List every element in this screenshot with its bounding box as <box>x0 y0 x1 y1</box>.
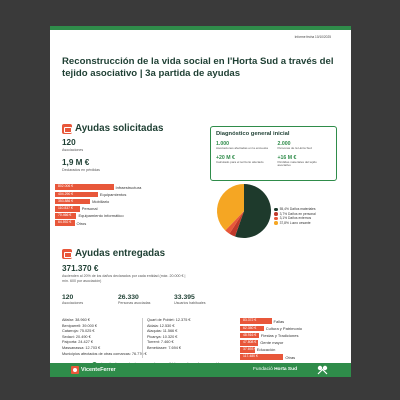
pie-legend-item <box>274 221 316 226</box>
entregadas-label: Cultura y Patrimonio <box>265 325 303 331</box>
solicitadas-row <box>55 198 185 204</box>
entregadas-bar: 37.693 € <box>240 347 255 353</box>
municipio-item: Catarroja: 75.025 € <box>62 329 95 334</box>
diagnostico-grid <box>216 141 331 168</box>
diagnostico-box <box>210 126 337 181</box>
legend-swatch <box>274 208 278 212</box>
solicitadas-bar: 802.006 € <box>55 184 114 190</box>
municipio-item: Benetússer: 7.694 € <box>147 345 181 350</box>
horta-sud-mark-icon <box>317 365 328 375</box>
solicitadas-bar-chart <box>55 184 185 227</box>
entregadas-row <box>240 318 360 324</box>
legend-text: 55,4% Daños materiales <box>279 207 316 211</box>
municipio-item: Municipios afectados de otras comarcas: 76.776 € <box>62 351 147 356</box>
report-title: Reconstrucción de la vida social en l'Horta Sud a través del tejido asociativo | 3a partida de ayudas <box>62 56 334 79</box>
municipios-col2 <box>147 318 191 352</box>
diagnostico-value: +16 M € <box>277 154 297 161</box>
diagnostico-label: Pérdidas materiales del tejido asociativo <box>277 159 317 168</box>
entregadas-row <box>240 354 360 360</box>
asociaciones-label: Asociaciones <box>62 148 84 152</box>
section-entregadas <box>62 248 165 259</box>
damage-pie-chart <box>216 183 272 239</box>
diagnostico-item <box>278 141 332 151</box>
stat-label: Personas asociadas <box>118 301 151 305</box>
solicitadas-row <box>55 191 185 197</box>
stat-label: Usuarios habituales <box>174 301 206 305</box>
section-solicitadas-title: Ayudas solicitadas <box>75 123 164 134</box>
legend-swatch <box>274 217 278 221</box>
municipio-item: Massanassa: 12.703 € <box>62 345 101 350</box>
entregadas-row <box>240 325 360 331</box>
municipio-item: Torrent: 7.460 € <box>147 340 174 345</box>
vicente-ferrer-logo <box>71 366 116 374</box>
diagnostico-item <box>216 141 270 151</box>
legend-swatch <box>274 221 278 225</box>
section-solicitadas <box>62 123 163 134</box>
report-page <box>50 26 351 377</box>
solicitadas-label: Equipamientos <box>99 191 127 197</box>
solicitadas-label: Mobiliario <box>92 199 110 205</box>
solicitadas-bar: 110.837 € <box>55 206 80 212</box>
legend-text: 3,1% Daños externos <box>279 216 312 221</box>
municipio-item: Quart de Poblet: 12.375 € <box>147 318 191 322</box>
perdidas-value: 1,9 M € <box>62 158 90 167</box>
stat-item <box>62 294 118 305</box>
diagnostico-item <box>216 155 270 168</box>
solicitadas-bar: 64.592 € <box>55 220 75 226</box>
stat-item <box>118 294 174 305</box>
solicitadas-row <box>55 184 185 190</box>
diagnostico-label: Personas de la Horta Sud <box>277 146 312 150</box>
entregadas-label: Gente mayor <box>260 340 284 346</box>
solicitadas-label: Equipamiento informático <box>78 213 124 219</box>
pie-legend <box>274 207 316 225</box>
diagnostico-label: Asociaciones afectadas en la encuesta <box>216 146 268 150</box>
stat-label: Asociaciones <box>62 301 84 305</box>
entregadas-row <box>240 332 360 338</box>
stat-item <box>174 294 230 305</box>
section-entregadas-title: Ayudas entregadas <box>75 248 166 259</box>
solicitadas-row <box>55 213 185 219</box>
municipio-item: Aldaia: 12.530 € <box>147 323 175 328</box>
entregadas-row <box>240 340 360 346</box>
vicente-ferrer-logo-icon <box>71 366 79 374</box>
horta-sud-logo-text <box>253 367 297 372</box>
entregadas-bar: 47.808 € <box>240 340 258 346</box>
municipio-item: Alaquàs: 11.566 € <box>147 329 178 334</box>
diagnostico-label: Calculado para el territorio afectado <box>216 159 264 164</box>
entregadas-bar-chart <box>240 318 360 361</box>
entregadas-total-label: Ascienden al 20% de los daños declarados por cada entidad (máx. 20.000 € | mín. 600 por asociación) <box>62 274 186 283</box>
municipio-item: Picanya: 10.320 € <box>147 334 178 339</box>
entregadas-label: Otras <box>285 354 296 360</box>
entregadas-total: 371.370 € <box>62 264 99 273</box>
report-date: Informe fecha 10/10/2025 <box>294 35 331 39</box>
horta-sud-prefix: Fundació <box>253 367 275 372</box>
diagnostico-value: 2.000 <box>277 141 291 147</box>
gift-icon <box>62 249 72 259</box>
legend-swatch <box>274 212 278 216</box>
vicente-ferrer-logo-text: VicenteFerrer <box>81 367 116 373</box>
solicitadas-bar: 353.886 € <box>55 199 90 205</box>
solicitadas-bar: 404.290 € <box>55 192 98 198</box>
asociaciones-value: 120 <box>62 138 76 147</box>
solicitadas-row <box>55 220 185 226</box>
entregadas-bar: 62.350 € <box>240 326 264 332</box>
stat-value: 33.395 <box>174 294 195 301</box>
solicitadas-row <box>55 206 185 212</box>
entregadas-bar: 83.372 € <box>240 318 272 324</box>
perdidas-label: Declarados en pérdidas <box>62 168 100 172</box>
diagnostico-title: Diagnóstico general inicial <box>216 131 290 137</box>
solicitadas-label: Otros <box>76 220 87 226</box>
solicitadas-label: Infraestructura <box>115 184 142 190</box>
entregadas-row <box>240 347 360 353</box>
entregadas-label: Fallas <box>273 318 285 324</box>
column-divider <box>142 318 143 358</box>
diagnostico-item <box>278 155 332 168</box>
legend-text: 37,8% Lucro cesante <box>279 220 311 225</box>
municipio-item: Alfafar: 38.960 € <box>62 318 90 322</box>
entregadas-stats <box>62 294 230 305</box>
solicitadas-bar: 70.466 € <box>55 213 76 219</box>
stat-value: 120 <box>62 294 74 301</box>
entregadas-bar: 117.480 € <box>240 354 283 360</box>
legend-text: 3,7% Daños en personal <box>279 211 316 216</box>
diagnostico-value: 1.000 <box>216 141 229 147</box>
municipio-item: Beniparrell: 39.000 € <box>62 323 98 328</box>
diagnostico-value: +20 M € <box>216 154 235 161</box>
municipio-item: Paiporta: 24.427 € <box>62 340 94 345</box>
top-bar <box>50 26 351 30</box>
entregadas-label: Fiestas y Tradiciones <box>260 333 299 339</box>
entregadas-label: Educación <box>256 347 276 353</box>
entregadas-bar: 48.916 € <box>240 333 259 339</box>
municipios-col1 <box>62 318 147 357</box>
footer <box>50 363 351 377</box>
horta-sud-bold: Horta Sud <box>274 367 297 372</box>
stat-value: 26.330 <box>118 294 139 301</box>
municipio-item: Sedaví: 20.490 € <box>62 334 91 339</box>
hands-icon <box>62 124 72 134</box>
solicitadas-label: Personal <box>81 206 98 212</box>
